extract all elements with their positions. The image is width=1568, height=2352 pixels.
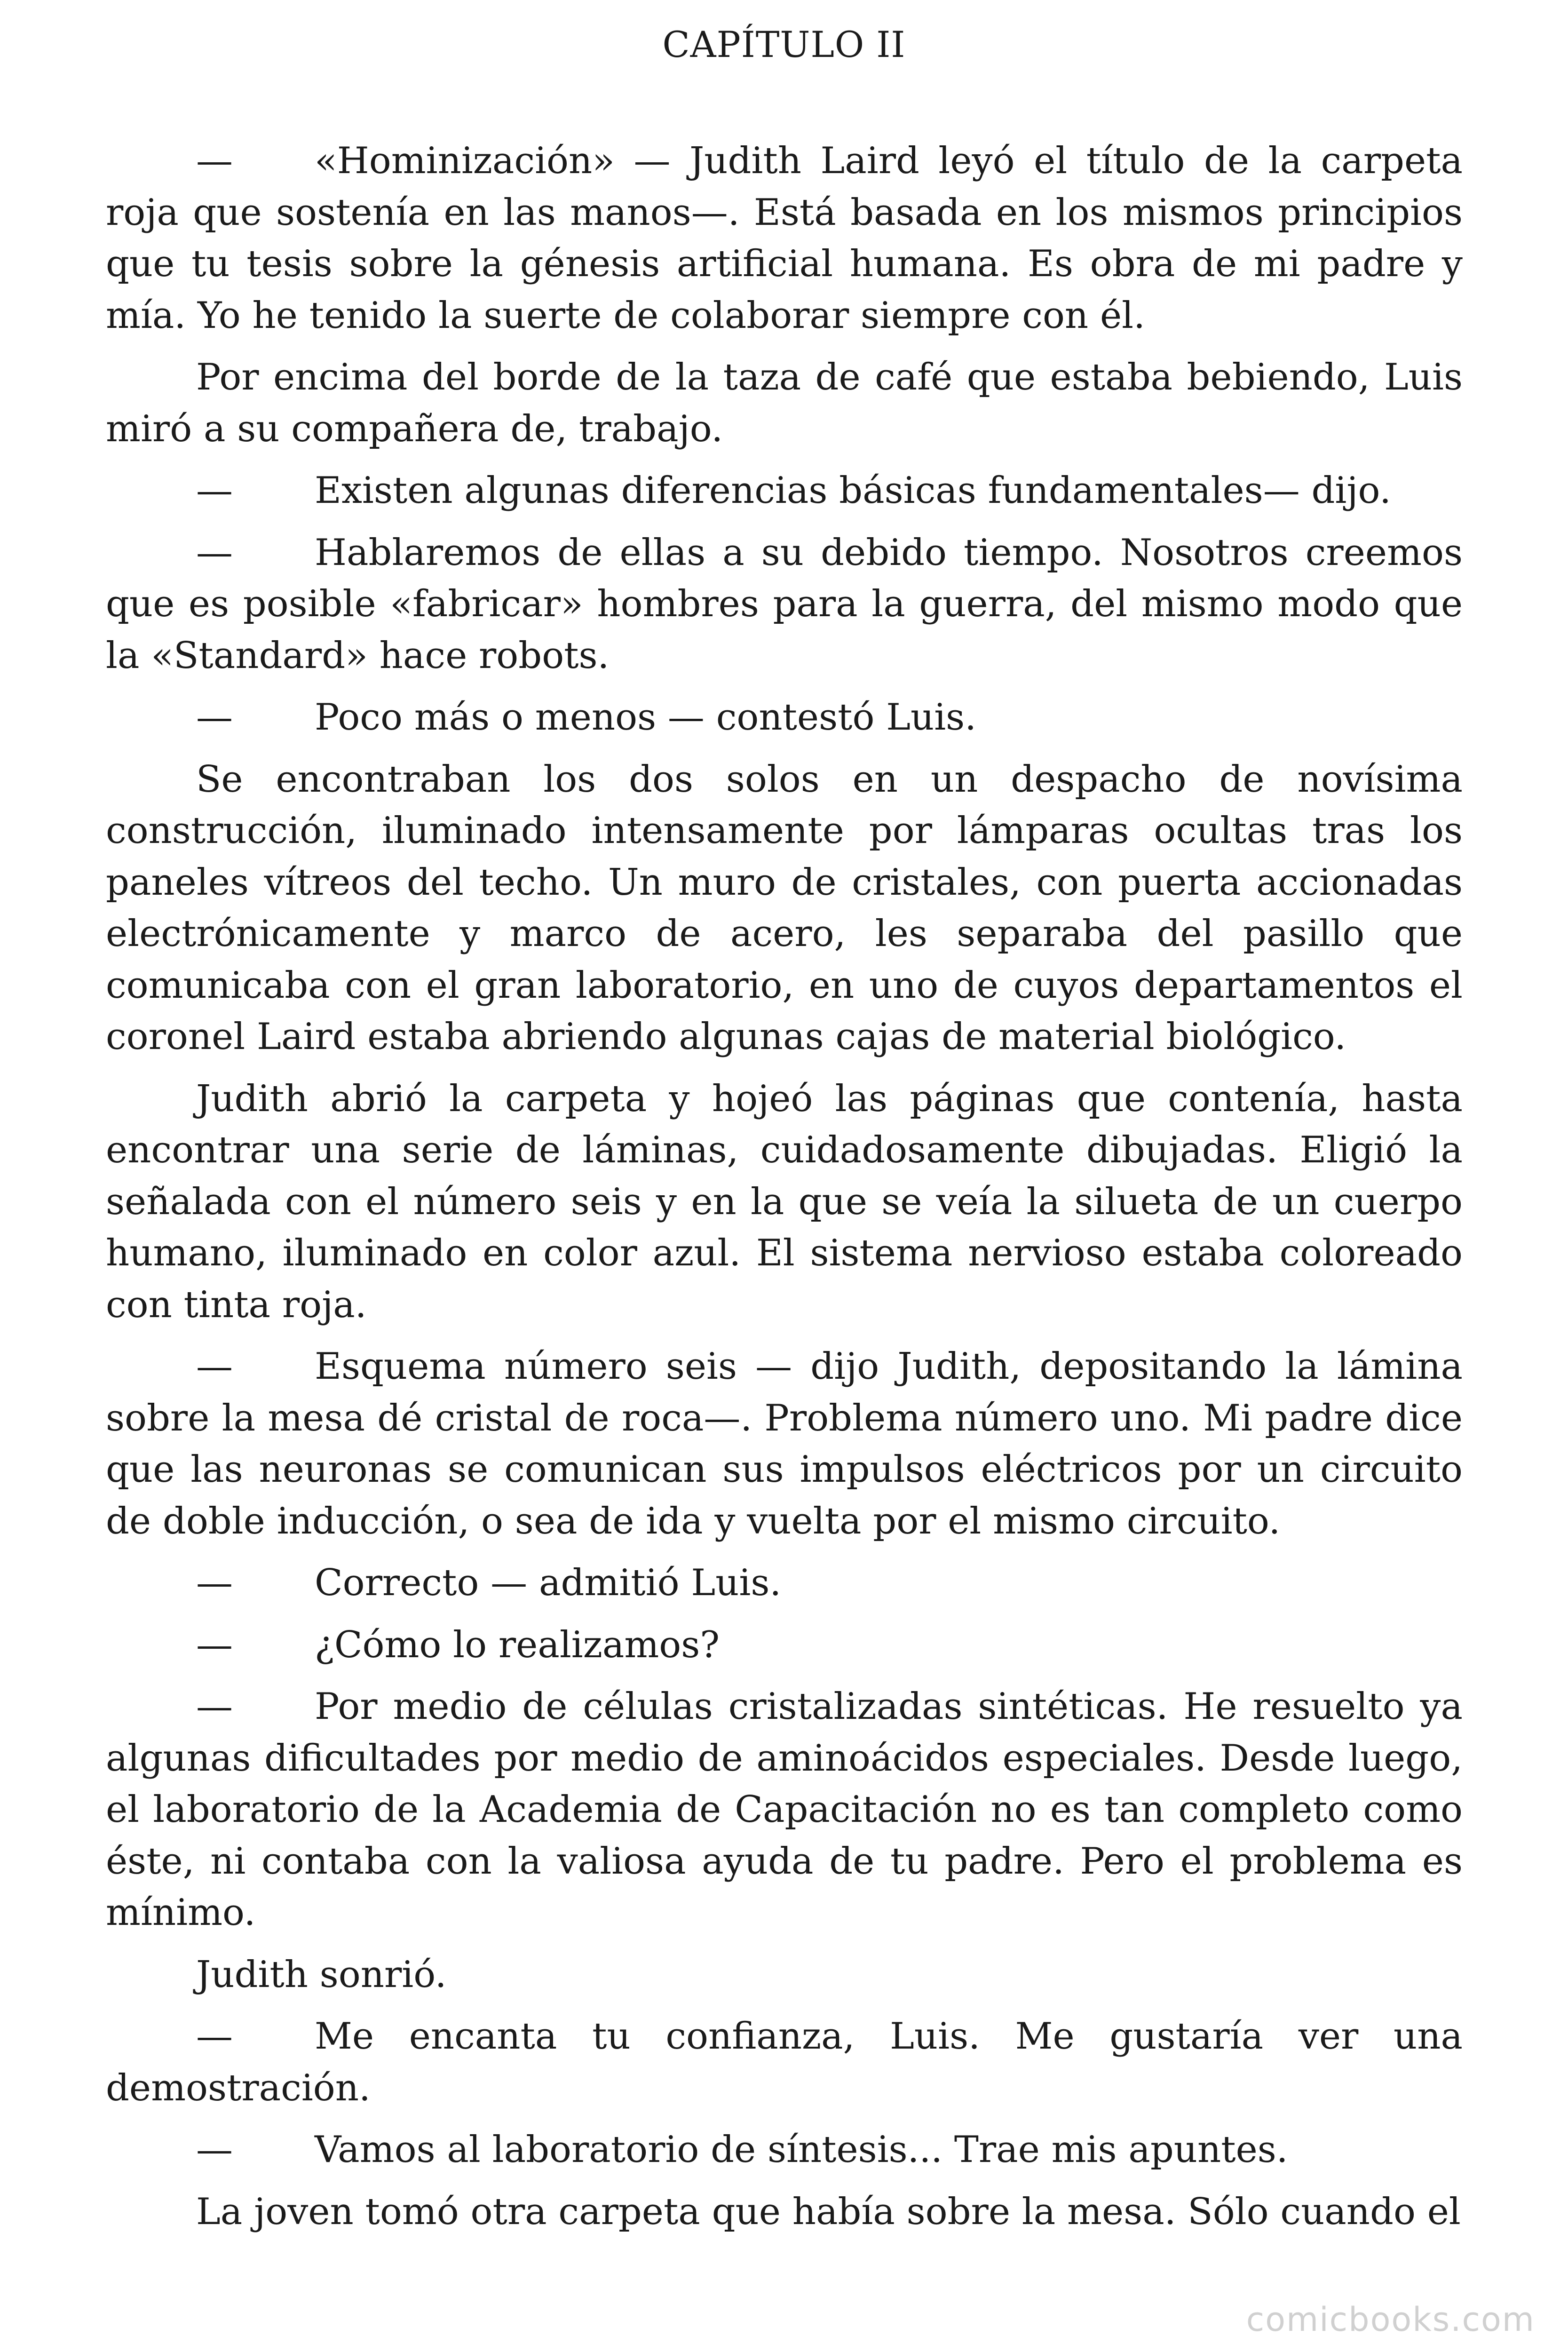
paragraph xyxy=(106,1557,1463,1609)
chapter-title: CAPÍTULO II xyxy=(662,24,906,65)
paragraph xyxy=(106,465,1463,517)
paragraph xyxy=(106,135,1463,342)
paragraph xyxy=(106,352,1463,455)
dialogue-dash: — xyxy=(196,1562,233,1604)
paragraph-text: Esquema número seis — dijo Judith, depositando la lámina sobre la mesa dé cristal de roca—. Problema número uno. Mi padre dice que las neuronas se comunican sus impulsos eléctricos por un circuito de doble inducción, o sea de ida y vuelta por el mismo circuito. xyxy=(106,1345,1463,1542)
paragraph xyxy=(106,527,1463,682)
paragraph-text: Judith abrió la carpeta y hojeó las páginas que contenía, hasta encontrar una serie de láminas, cuidadosamente dibujadas. Eligió la señalada con el número seis y en la que se veía la silueta de un cuerpo humano, iluminado en color azul. El sistema nervioso estaba coloreado con tinta roja. xyxy=(106,1077,1463,1326)
dialogue-dash: — xyxy=(196,696,233,739)
dialogue-dash: — xyxy=(196,531,233,574)
paragraph-text: Correcto — admitió Luis. xyxy=(315,1562,782,1604)
paragraph xyxy=(106,2011,1463,2114)
paragraph-text: Por encima del borde de la taza de café que estaba bebiendo, Luis miró a su compañera de, trabajo. xyxy=(106,356,1463,450)
paragraph-text: Por medio de células cristalizadas sintéticas. He resuelto ya algunas dificultades por medio de aminoácidos especiales. Desde luego, el laboratorio de la Academia de Capacitación no es tan completo como éste, ni contaba con la valiosa ayuda de tu padre. Pero el problema es mínimo. xyxy=(106,1685,1463,1934)
dialogue-dash: — xyxy=(196,1345,233,1388)
paragraph xyxy=(106,754,1463,1063)
dialogue-dash: — xyxy=(196,1623,233,1666)
paragraph xyxy=(106,1073,1463,1331)
paragraph xyxy=(106,1620,1463,1671)
paragraph-text: Me encanta tu confianza, Luis. Me gustaría ver una demostración. xyxy=(106,2015,1463,2109)
paragraph-text: ¿Cómo lo realizamos? xyxy=(315,1623,720,1666)
paragraph xyxy=(106,1681,1463,1939)
paragraph-text: Se encontraban los dos solos en un despacho de novísima construcción, iluminado intensamente por lámparas ocultas tras los paneles vítreos del techo. Un muro de cristales, con puerta accionadas electrónicamente y marco de acero, les separaba del pasillo que comunicaba con el gran laboratorio, en uno de cuyos departamentos el coronel Laird estaba abriendo algunas cajas de material biológico. xyxy=(106,758,1463,1058)
paragraph-text: Existen algunas diferencias básicas fundamentales— dijo. xyxy=(315,469,1391,512)
watermark: comicbooks.com xyxy=(1246,2300,1535,2339)
paragraph xyxy=(106,1949,1463,2001)
paragraph xyxy=(106,1341,1463,1547)
dialogue-dash: — xyxy=(196,2015,233,2058)
page-body xyxy=(106,135,1463,2238)
paragraph xyxy=(106,692,1463,744)
paragraph-text: Vamos al laboratorio de síntesis... Trae mis apuntes. xyxy=(315,2129,1288,2171)
dialogue-dash: — xyxy=(196,1685,233,1728)
dialogue-dash: — xyxy=(196,2129,233,2171)
dialogue-dash: — xyxy=(196,140,233,182)
last-line: La joven tomó otra carpeta que había sobre la mesa. Sólo cuando el xyxy=(196,2190,1461,2233)
paragraph-text: «Hominización» — Judith Laird leyó el título de la carpeta roja que sostenía en las manos—. Está basada en los mismos principios que tu tesis sobre la génesis artificial humana. Es obra de mi padre y mía. Yo he tenido la suerte de colaborar siempre con él. xyxy=(106,140,1463,337)
paragraph-text: Hablaremos de ellas a su debido tiempo. Nosotros creemos que es posible «fabricar» hombres para la guerra, del mismo modo que la «Standard» hace robots. xyxy=(106,531,1463,677)
paragraph-text: Poco más o menos — contestó Luis. xyxy=(315,696,977,739)
dialogue-dash: — xyxy=(196,469,233,512)
paragraph-text: Judith sonrió. xyxy=(196,1953,447,1996)
paragraph xyxy=(106,2124,1463,2176)
